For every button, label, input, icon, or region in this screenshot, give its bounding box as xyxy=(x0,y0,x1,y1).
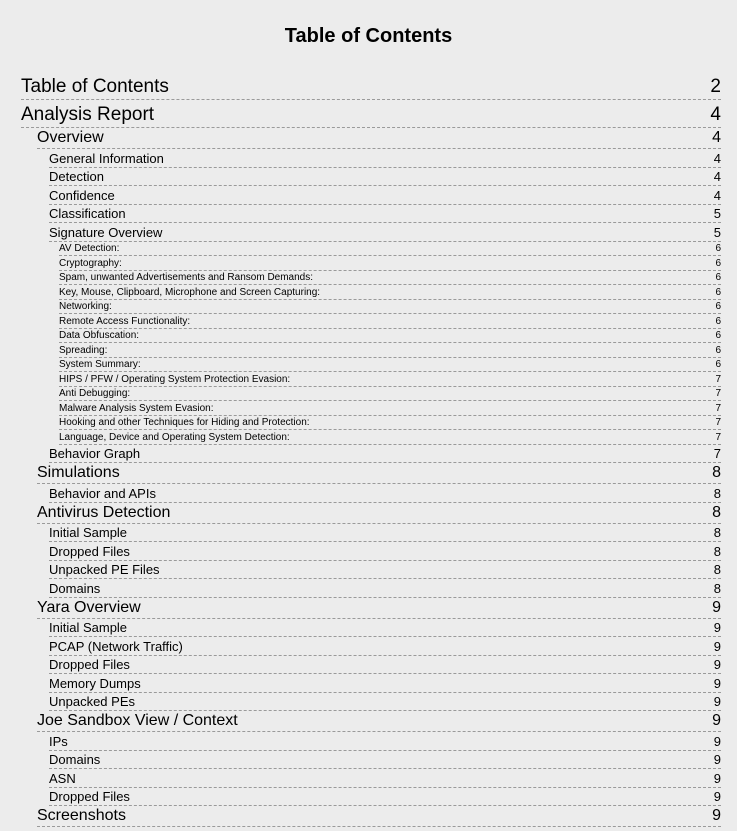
toc-entry-label: Overview xyxy=(37,129,104,146)
toc-entry[interactable] xyxy=(49,788,721,807)
toc-entry-label: Dropped Files xyxy=(49,789,130,804)
toc-entry-label: Screenshots xyxy=(37,807,126,824)
toc-entry-label: ASN xyxy=(49,770,76,786)
toc-entry[interactable] xyxy=(59,256,721,271)
toc-entry-label: System Summary: xyxy=(59,359,141,370)
toc-entry-page: 6 xyxy=(715,359,721,370)
toc-entry-page: 8 xyxy=(712,503,721,521)
toc-entry-page: 6 xyxy=(715,315,721,327)
toc-entry-page: 9 xyxy=(713,657,721,672)
toc-entry-label: Behavior Graph xyxy=(49,446,141,461)
toc-entry-label: Cryptography: xyxy=(59,257,122,269)
toc-entry[interactable] xyxy=(49,619,721,638)
toc-entry-label: Simulations xyxy=(37,464,120,481)
toc-entry-label: HIPS / PFW / Operating System Protection Evasion: xyxy=(59,373,291,385)
toc-entry-page: 7 xyxy=(713,446,721,461)
toc-entry-page: 7 xyxy=(715,431,721,443)
toc-entry-label: Unpacked PE Files xyxy=(49,562,160,577)
toc-entry[interactable] xyxy=(49,186,721,205)
toc-entry-label: Signature Overview xyxy=(49,224,163,240)
toc-entry-label: IPs xyxy=(49,733,68,749)
toc-entry[interactable] xyxy=(59,372,721,387)
toc-entry-label: Joe Sandbox View / Context xyxy=(37,712,238,729)
toc-entry[interactable] xyxy=(49,542,721,561)
toc-entry-page: 9 xyxy=(712,712,721,729)
toc-entry-label: Memory Dumps xyxy=(49,675,141,691)
toc-entry-label: Networking: xyxy=(59,301,112,312)
toc-entry-label: Initial Sample xyxy=(49,620,128,635)
toc-entry-page: 7 xyxy=(715,388,721,399)
toc-entry-page: 2 xyxy=(710,76,721,97)
toc-entry-page: 6 xyxy=(715,272,721,283)
toc-entry-label: Confidence xyxy=(49,187,115,203)
toc-entry[interactable] xyxy=(37,503,721,524)
toc-entry[interactable] xyxy=(59,387,721,402)
toc-entry-page: 9 xyxy=(713,752,721,767)
toc-entry-page: 4 xyxy=(713,150,721,166)
toc-entry-label: Key, Mouse, Clipboard, Microphone and Screen Capturing: xyxy=(59,286,321,298)
toc-entry-page: 9 xyxy=(712,807,721,824)
toc-entry-label: Malware Analysis System Evasion: xyxy=(59,402,214,414)
toc-entry-label: Language, Device and Operating System Detection: xyxy=(59,431,290,443)
toc-entry-label: Anti Debugging: xyxy=(59,388,131,399)
page-title: Table of Contents xyxy=(284,25,453,47)
toc-entry-page: 9 xyxy=(713,770,721,786)
toc-entry[interactable] xyxy=(37,806,721,827)
toc-entry[interactable] xyxy=(37,598,721,619)
toc-entry-label: Initial Sample xyxy=(49,525,128,540)
toc-entry-label: General Information xyxy=(49,150,164,166)
toc-entry-page: 9 xyxy=(713,694,721,709)
toc-entry[interactable] xyxy=(59,416,721,431)
toc-entry[interactable] xyxy=(59,300,721,315)
toc-entry-page: 8 xyxy=(712,464,721,481)
toc-entry-label: Antivirus Detection xyxy=(37,503,171,521)
toc-entry-page: 4 xyxy=(710,104,721,125)
toc-entry[interactable] xyxy=(49,205,721,224)
toc-entry-page: 9 xyxy=(713,733,721,749)
toc-entry[interactable] xyxy=(59,430,721,445)
toc-entry-label: Analysis Report xyxy=(21,104,155,125)
toc-entry[interactable] xyxy=(49,637,721,656)
toc-entry-label: Table of Contents xyxy=(21,76,169,97)
toc-entry-label: Unpacked PEs xyxy=(49,694,135,709)
toc-entry[interactable] xyxy=(49,579,721,598)
toc-entry[interactable] xyxy=(59,329,721,344)
toc-entry-page: 4 xyxy=(712,129,721,146)
toc-entry[interactable] xyxy=(59,343,721,358)
toc-entry-page: 9 xyxy=(712,598,721,616)
toc-entry-page: 4 xyxy=(713,169,721,184)
toc-entry[interactable] xyxy=(49,561,721,580)
toc-entry[interactable] xyxy=(37,128,721,149)
toc-entry[interactable] xyxy=(49,769,721,788)
toc-entry-label: PCAP (Network Traffic) xyxy=(49,638,183,654)
toc-entry-page: 7 xyxy=(715,373,721,385)
toc-entry[interactable] xyxy=(59,271,721,286)
toc-entry-label: Data Obfuscation: xyxy=(59,330,140,341)
toc-entry-label: Classification xyxy=(49,206,126,221)
toc-entry[interactable] xyxy=(49,732,721,751)
toc-entry-page: 8 xyxy=(713,525,721,540)
toc-entry[interactable] xyxy=(59,242,721,257)
toc-entry[interactable] xyxy=(37,711,721,732)
toc-entry-page: 6 xyxy=(715,344,721,356)
toc-entry-label: Domains xyxy=(49,752,101,767)
toc-entry-page: 6 xyxy=(715,301,721,312)
toc-entry-label: Dropped Files xyxy=(49,657,130,672)
toc-entry[interactable] xyxy=(59,401,721,416)
toc-entry-label: Remote Access Functionality: xyxy=(59,315,191,327)
toc-entry-page: 7 xyxy=(715,402,721,414)
toc-entry-page: 7 xyxy=(715,417,721,428)
toc-entry[interactable] xyxy=(49,674,721,693)
toc-entry[interactable] xyxy=(37,463,721,484)
toc-entry-page: 8 xyxy=(713,562,721,577)
toc-entry-page: 8 xyxy=(713,580,721,596)
toc-entry[interactable] xyxy=(49,524,721,543)
toc-entry[interactable] xyxy=(49,693,721,712)
toc-entry-label: AV Detection: xyxy=(59,243,120,254)
toc-entry-label: Domains xyxy=(49,580,101,596)
toc-entry-page: 6 xyxy=(715,286,721,298)
toc-entry[interactable] xyxy=(49,751,721,770)
toc-entry[interactable] xyxy=(59,285,721,300)
toc-entry[interactable] xyxy=(59,358,721,373)
toc-entry-label: Spreading: xyxy=(59,344,108,356)
toc-entry-page: 8 xyxy=(713,543,721,559)
toc-entry-label: Detection xyxy=(49,169,104,184)
toc-entry-page: 6 xyxy=(715,330,721,341)
toc-entry[interactable] xyxy=(49,656,721,675)
toc-entry-label: Yara Overview xyxy=(37,598,141,616)
toc-entry-page: 9 xyxy=(713,638,721,654)
toc-entry[interactable] xyxy=(59,314,721,329)
toc-entry-page: 4 xyxy=(713,187,721,203)
toc-entry-label: Behavior and APIs xyxy=(49,485,156,501)
toc-entry-page: 8 xyxy=(713,485,721,501)
toc-entry[interactable] xyxy=(21,72,721,100)
toc-entry-page: 5 xyxy=(713,224,721,240)
toc-entry-page: 5 xyxy=(713,206,721,221)
toc-entry-page: 9 xyxy=(713,789,721,804)
toc-entry-page: 6 xyxy=(715,243,721,254)
toc-entry[interactable] xyxy=(21,100,721,128)
toc-entry-page: 9 xyxy=(713,620,721,635)
toc-entry[interactable] xyxy=(49,168,721,187)
toc-entry[interactable] xyxy=(49,149,721,168)
toc-entry-page: 9 xyxy=(713,675,721,691)
toc-entry-label: Hooking and other Techniques for Hiding and Protection: xyxy=(59,417,310,428)
toc-entry[interactable] xyxy=(49,484,721,503)
toc-entry-label: Spam, unwanted Advertisements and Ransom Demands: xyxy=(59,272,314,283)
toc-entry-page: 6 xyxy=(715,257,721,269)
toc-entry[interactable] xyxy=(49,223,721,242)
toc-entry[interactable] xyxy=(49,445,721,464)
toc-entry-label: Dropped Files xyxy=(49,543,130,559)
